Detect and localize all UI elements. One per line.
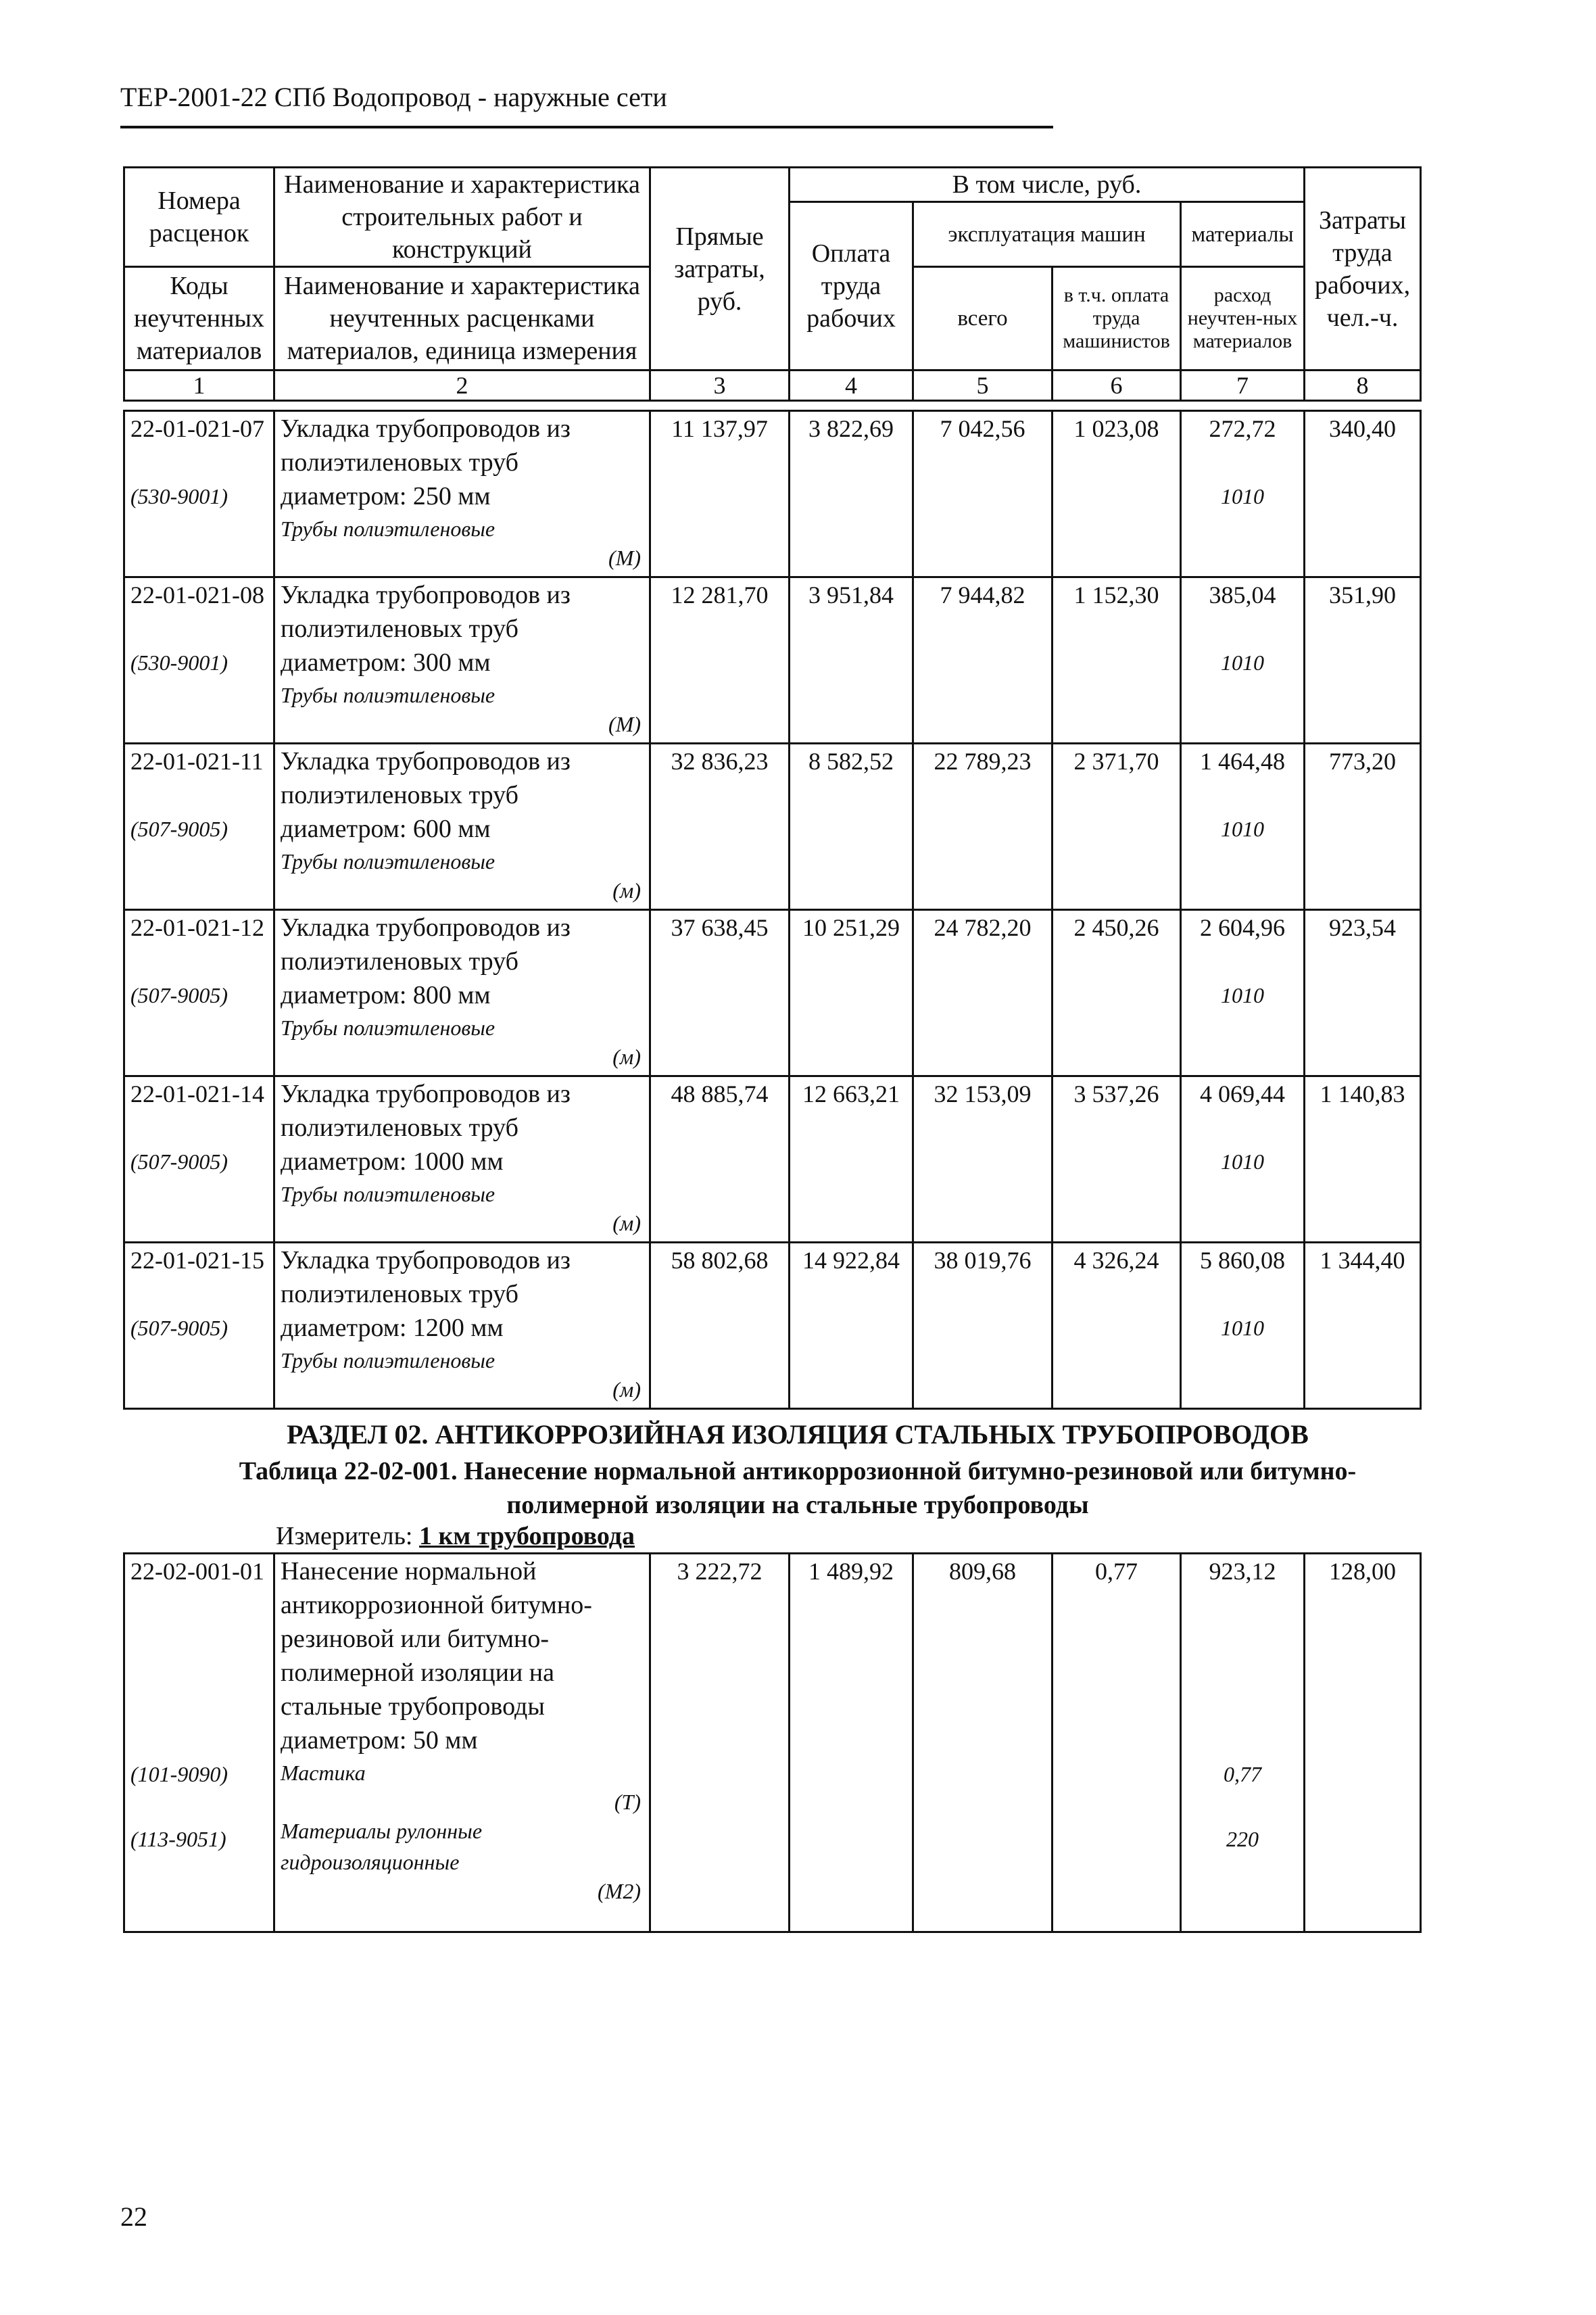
material-code: (507-9005) xyxy=(130,983,228,1007)
material-code: (113-9051) xyxy=(130,1827,226,1851)
direct-costs: 48 885,74 xyxy=(650,1076,790,1243)
rate-code-cell xyxy=(124,1554,274,1932)
rate-code: 22-01-021-11 xyxy=(130,748,264,775)
rate-code-cell xyxy=(124,411,274,577)
col-work-name-header: Наименование и характеристика строительных работ и конструкций xyxy=(274,168,650,267)
direct-costs: 11 137,97 xyxy=(650,411,790,577)
labor-hours: 351,90 xyxy=(1305,577,1421,744)
direct-costs: 37 638,45 xyxy=(650,910,790,1076)
col-machines-header: эксплуатация машин xyxy=(913,202,1181,267)
col-number-5: 5 xyxy=(913,371,1053,401)
material-unit: (м) xyxy=(612,878,641,903)
labor-pay: 3 822,69 xyxy=(790,411,913,577)
col-materials-header: материалы xyxy=(1181,202,1305,267)
section-title: РАЗДЕЛ 02. АНТИКОРРОЗИЙНАЯ ИЗОЛЯЦИЯ СТАЛЬНЫХ ТРУБОПРОВОДОВ xyxy=(287,1419,1309,1450)
col-material-name-header: Наименование и характеристика неучтенных расценками материалов, единица измерения xyxy=(274,267,650,371)
labor-pay: 10 251,29 xyxy=(790,910,913,1076)
col-operator-pay-header: в т.ч. оплата труда машинистов xyxy=(1053,267,1181,371)
table-row xyxy=(124,1243,1421,1409)
materials-cell xyxy=(1181,1243,1305,1409)
material-code: (507-9005) xyxy=(130,817,228,841)
direct-costs: 58 802,68 xyxy=(650,1243,790,1409)
material-name: Трубы полиэтиленовые xyxy=(281,1348,495,1373)
machines-total: 22 789,23 xyxy=(913,744,1053,910)
page-number: 22 xyxy=(120,2201,147,2232)
material-name: Мастика xyxy=(281,1761,366,1785)
material-qty: 0,77 xyxy=(1224,1762,1261,1786)
material-code: (101-9090) xyxy=(130,1762,228,1786)
material-unit: (М) xyxy=(608,546,641,570)
materials-cell xyxy=(1181,910,1305,1076)
col-labor-hours-header: Затраты труда рабочих, чел.-ч. xyxy=(1305,168,1421,371)
rate-name: Укладка трубопроводов из полиэтиленовых труб диаметром: 1200 мм xyxy=(281,1246,571,1342)
col-material-codes-header: Коды неучтенных материалов xyxy=(124,267,274,371)
labor-pay: 12 663,21 xyxy=(790,1076,913,1243)
table-row xyxy=(124,411,1421,577)
machines-total: 24 782,20 xyxy=(913,910,1053,1076)
rate-code-cell xyxy=(124,1243,274,1409)
material-unit: (М) xyxy=(608,712,641,736)
col-number-8: 8 xyxy=(1305,371,1421,401)
rate-code-cell xyxy=(124,910,274,1076)
operator-pay: 2 371,70 xyxy=(1053,744,1181,910)
materials-cell xyxy=(1181,1076,1305,1243)
materials-cost: 923,12 xyxy=(1209,1558,1276,1585)
header-rule xyxy=(120,126,1053,128)
materials-cost: 385,04 xyxy=(1209,581,1276,608)
table-row xyxy=(124,910,1421,1076)
rate-code: 22-01-021-08 xyxy=(130,581,264,608)
rate-code: 22-01-021-12 xyxy=(130,914,264,941)
materials-cost: 1 464,48 xyxy=(1200,748,1285,775)
operator-pay: 1 152,30 xyxy=(1053,577,1181,744)
material-qty: 1010 xyxy=(1221,1149,1264,1174)
rate-name: Укладка трубопроводов из полиэтиленовых труб диаметром: 800 мм xyxy=(281,913,571,1009)
material-qty: 1010 xyxy=(1221,1316,1264,1340)
labor-hours: 128,00 xyxy=(1305,1554,1421,1932)
material-name: Трубы полиэтиленовые xyxy=(281,849,495,874)
material-unit: (м) xyxy=(612,1211,641,1235)
material-unit: (М2) xyxy=(598,1879,641,1903)
rate-name-cell xyxy=(274,1243,650,1409)
material-code: (507-9005) xyxy=(130,1149,228,1174)
material-unit: (м) xyxy=(612,1377,641,1402)
materials-cost: 4 069,44 xyxy=(1200,1080,1285,1107)
labor-hours: 340,40 xyxy=(1305,411,1421,577)
col-unaccounted-materials-header: расход неучтен-ных материалов xyxy=(1181,267,1305,371)
material-code: (507-9005) xyxy=(130,1316,228,1340)
machines-total: 38 019,76 xyxy=(913,1243,1053,1409)
operator-pay: 3 537,26 xyxy=(1053,1076,1181,1243)
machines-total: 32 153,09 xyxy=(913,1076,1053,1243)
table-row xyxy=(124,744,1421,910)
material-name: Трубы полиэтиленовые xyxy=(281,1016,495,1040)
col-number-2: 2 xyxy=(274,371,650,401)
machines-total: 7 944,82 xyxy=(913,577,1053,744)
meter-value: 1 км трубопровода xyxy=(419,1522,635,1550)
labor-hours: 773,20 xyxy=(1305,744,1421,910)
rate-name: Нанесение нормальной антикоррозионной битумно-резиновой или битумно-полимерной изоляции на стальные трубопроводы диаметром: 50 мм xyxy=(281,1557,592,1755)
rate-name: Укладка трубопроводов из полиэтиленовых труб диаметром: 600 мм xyxy=(281,747,571,843)
materials-cell xyxy=(1181,744,1305,910)
rate-name: Укладка трубопроводов из полиэтиленовых труб диаметром: 300 мм xyxy=(281,581,571,677)
labor-hours: 923,54 xyxy=(1305,910,1421,1076)
material-code: (530-9001) xyxy=(130,484,228,508)
material-qty: 1010 xyxy=(1221,983,1264,1007)
table-row xyxy=(124,1554,1421,1932)
table-title-line2: полимерной изоляции на стальные трубопроводы xyxy=(506,1491,1089,1519)
materials-cost: 272,72 xyxy=(1209,415,1276,442)
materials-cost: 5 860,08 xyxy=(1200,1247,1285,1274)
rate-name: Укладка трубопроводов из полиэтиленовых труб диаметром: 250 мм xyxy=(281,414,571,510)
col-number-1: 1 xyxy=(124,371,274,401)
meter-label: Измеритель: xyxy=(276,1522,413,1550)
material-qty: 1010 xyxy=(1221,484,1264,508)
materials-cell xyxy=(1181,577,1305,744)
rates-table-pipes xyxy=(123,410,1422,1410)
material-name: Материалы рулонные гидроизоляционные xyxy=(281,1819,483,1874)
labor-hours: 1 140,83 xyxy=(1305,1076,1421,1243)
table-row xyxy=(124,577,1421,744)
col-number-6: 6 xyxy=(1053,371,1181,401)
machines-total: 7 042,56 xyxy=(913,411,1053,577)
rate-code-cell xyxy=(124,1076,274,1243)
rate-name: Укладка трубопроводов из полиэтиленовых труб диаметром: 1000 мм xyxy=(281,1080,571,1176)
rate-name-cell xyxy=(274,744,650,910)
rate-name-cell xyxy=(274,411,650,577)
rate-name-cell xyxy=(274,1554,650,1932)
material-qty: 220 xyxy=(1226,1827,1259,1851)
materials-cell xyxy=(1181,411,1305,577)
operator-pay: 1 023,08 xyxy=(1053,411,1181,577)
operator-pay: 4 326,24 xyxy=(1053,1243,1181,1409)
labor-pay: 14 922,84 xyxy=(790,1243,913,1409)
rate-name-cell xyxy=(274,1076,650,1243)
col-labor-pay-header: Оплата труда рабочих xyxy=(790,202,913,371)
material-unit: (Т) xyxy=(614,1790,641,1814)
operator-pay: 0,77 xyxy=(1053,1554,1181,1932)
col-number-3: 3 xyxy=(650,371,790,401)
rate-name-cell xyxy=(274,910,650,1076)
machines-total: 809,68 xyxy=(913,1554,1053,1932)
rate-code: 22-02-001-01 xyxy=(130,1558,264,1585)
operator-pay: 2 450,26 xyxy=(1053,910,1181,1076)
material-unit: (м) xyxy=(612,1045,641,1069)
col-number-4: 4 xyxy=(790,371,913,401)
rate-code-cell xyxy=(124,577,274,744)
meter-line xyxy=(276,1521,635,1551)
material-name: Трубы полиэтиленовые xyxy=(281,517,495,541)
table-row xyxy=(124,1076,1421,1243)
col-number-7: 7 xyxy=(1181,371,1305,401)
labor-hours: 1 344,40 xyxy=(1305,1243,1421,1409)
material-name: Трубы полиэтиленовые xyxy=(281,683,495,707)
rate-code: 22-01-021-07 xyxy=(130,415,264,442)
material-name: Трубы полиэтиленовые xyxy=(281,1182,495,1206)
materials-cost: 2 604,96 xyxy=(1200,914,1285,941)
col-machines-total-header: всего xyxy=(913,267,1053,371)
labor-pay: 1 489,92 xyxy=(790,1554,913,1932)
column-header-table xyxy=(123,166,1422,402)
materials-cell xyxy=(1181,1554,1305,1932)
material-qty: 1010 xyxy=(1221,817,1264,841)
direct-costs: 3 222,72 xyxy=(650,1554,790,1932)
col-group-header: В том числе, руб. xyxy=(790,168,1305,202)
labor-pay: 3 951,84 xyxy=(790,577,913,744)
page-header: ТЕР-2001-22 СПб Водопровод - наружные сети xyxy=(120,82,667,112)
material-qty: 1010 xyxy=(1221,650,1264,675)
labor-pay: 8 582,52 xyxy=(790,744,913,910)
direct-costs: 12 281,70 xyxy=(650,577,790,744)
direct-costs: 32 836,23 xyxy=(650,744,790,910)
rate-code-cell xyxy=(124,744,274,910)
material-code: (530-9001) xyxy=(130,650,228,675)
rate-name-cell xyxy=(274,577,650,744)
table-title-line1: Таблица 22-02-001. Нанесение нормальной антикоррозионной битумно-резиновой или битумно- xyxy=(239,1457,1357,1485)
rate-code: 22-01-021-15 xyxy=(130,1247,264,1274)
col-rate-numbers-header: Номера расценок xyxy=(124,168,274,267)
rate-code: 22-01-021-14 xyxy=(130,1080,264,1107)
rates-table-insulation xyxy=(123,1552,1422,1933)
col-direct-costs-header: Прямые затраты, руб. xyxy=(650,168,790,371)
